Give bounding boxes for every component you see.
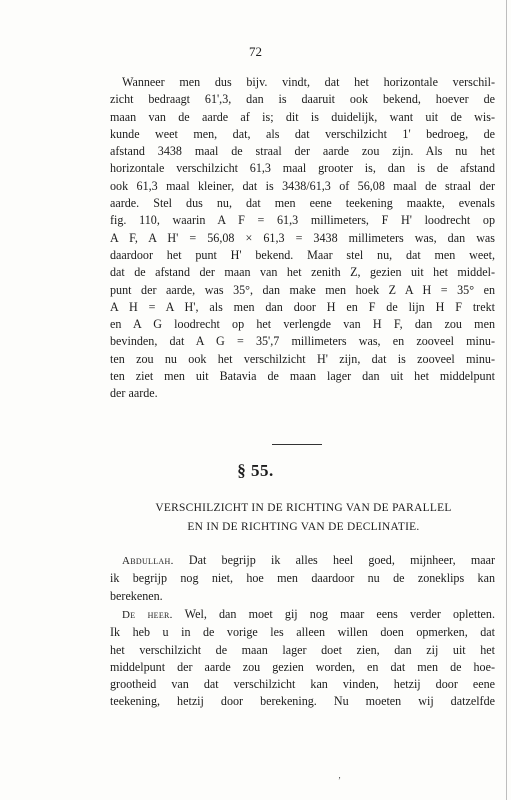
section-subtitle	[112, 499, 495, 537]
paragraph-parallax-explanation	[110, 74, 495, 403]
text-line: Wanneer men dus bijv. vindt, dat het horizontale verschil-	[122, 75, 495, 89]
speaker-name: Abdullah.	[122, 555, 174, 567]
paragraph-abdullah	[110, 552, 495, 605]
text-line: De heer. Wel, dan moet gij nog maar eens verder opletten.	[122, 607, 495, 621]
text-line: kunde weet men, dat, als dat verschilzicht 1' bedroeg, de	[110, 126, 495, 141]
text-line: maan van de aarde af is; dit is duidelijk, want uit de wis-	[110, 109, 495, 124]
text-line: ten ziet men uit Batavia de maan lager dan uit het middelpunt	[110, 369, 495, 384]
text-line: zicht bedraagt 61',3, dan is daaruit ook bekend, hoever de	[110, 92, 495, 107]
text-line: A F, A H' = 56,08 × 61,3 = 3438 millimeters was, dan was	[110, 230, 495, 245]
footer-mark: ‚	[338, 770, 341, 780]
text-line: der aarde.	[110, 386, 158, 401]
page-number: 72	[249, 44, 262, 59]
section-separator-rule	[272, 444, 322, 445]
text-line: ook 61,3 maal kleiner, dat is 3438/61,3 of 56,08 maal de straal der	[110, 178, 495, 193]
text-line: fig. 110, waarin A F = 61,3 millimeters, F H' loodrecht op	[110, 213, 495, 228]
text-line: Abdullah. Dat begrijp ik alles heel goed, mijnheer, maar	[122, 553, 495, 567]
text-line: teekening, hetzij door berekening. Nu moeten wij datzelfde	[110, 694, 495, 709]
paragraph-de-heer	[110, 606, 495, 711]
text-line: het verschilzicht de maan lager doet zien, dan zij uit het	[110, 642, 495, 657]
text-line: Ik heb u in de vorige les alleen willen doen opmerken, dat	[110, 625, 495, 640]
speaker-name: De heer.	[122, 609, 173, 621]
text-line: ten zou nu ook het verschilzicht H' zijn, dat is zooveel minu-	[110, 351, 495, 366]
text-line: ik begrijp nog niet, hoe men daardoor nu de zoneklips kan	[110, 571, 495, 586]
text-line: afstand 3438 maal de straal der aarde zou zijn. Als nu het	[110, 144, 495, 159]
page-edge-line	[506, 0, 507, 800]
text-line: bevinden, dat A G = 35',7 millimeters was, en zooveel minu-	[110, 334, 495, 349]
subtitle-line: EN IN DE RICHTING VAN DE DECLINATIE.	[187, 521, 420, 533]
text-line: horizontale verschilzicht 61,3 maal grooter is, dan is de afstand	[110, 161, 495, 176]
subtitle-line: VERSCHILZICHT IN DE RICHTING VAN DE PARALLEL	[155, 502, 452, 514]
text-line: dat de afstand der maan van het zenith Z, gezien uit het middel-	[110, 265, 495, 280]
text-line: grootheid van dat verschilzicht kan vinden, hetzij door eene	[110, 677, 495, 692]
text-line: aarde. Stel dus nu, dat men eene teekening maakte, evenals	[110, 196, 495, 211]
text-line: punt der aarde, was 35°, dan make men hoek Z A H = 35° en	[110, 282, 495, 297]
text-line: berekenen.	[110, 588, 163, 603]
text-line: A H = A H', als men dan door H en F de lijn H F trekt	[110, 299, 495, 314]
section-title: § 55.	[237, 461, 274, 480]
text-line: middelpunt der aarde zou gezien worden, en dat men de hoe-	[110, 659, 495, 674]
text-line: daardoor het punt H' bekend. Maar stel nu, dat men weet,	[110, 247, 495, 262]
text-line: en A G loodrecht op het verlengde van H F, dan zou men	[110, 317, 495, 332]
